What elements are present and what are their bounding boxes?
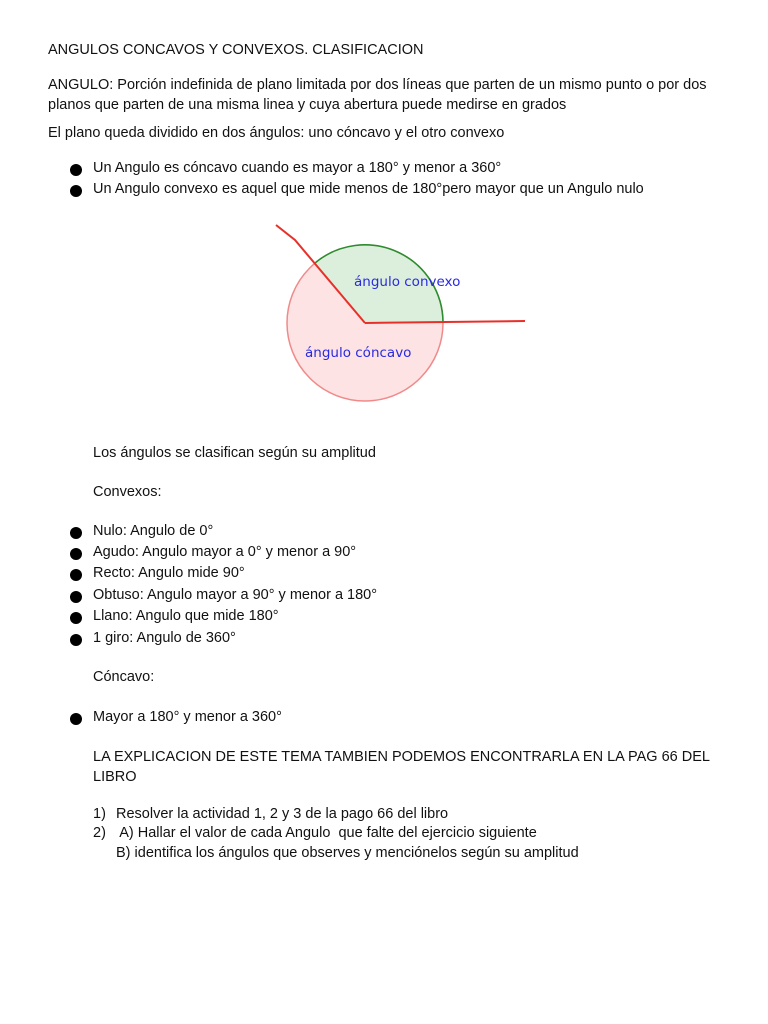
label-convex: ángulo convexo xyxy=(354,274,461,290)
task-item: 2) A) Hallar el valor de cada Angulo que falte del ejercicio siguiente xyxy=(93,825,537,841)
task-item: 1) Resolver la actividad 1, 2 y 3 de la pago 66 del libro xyxy=(93,806,449,822)
label-concave: ángulo cóncavo xyxy=(305,345,412,361)
task-continuation: B) identifica los ángulos que observes y menciónelos según su amplitud xyxy=(116,845,579,861)
bullet-dot-icon xyxy=(70,634,82,646)
bullet-dot-icon xyxy=(70,612,82,624)
bullet-dot-icon xyxy=(70,185,82,197)
bullet-dot-icon xyxy=(70,713,82,725)
angle-diagram xyxy=(260,215,540,415)
bullet-dot-icon xyxy=(70,591,82,603)
concave-heading: Cóncavo: xyxy=(93,669,155,685)
classify-intro: Los ángulos se clasifican según su amplitud xyxy=(93,445,376,461)
bullet-dot-icon xyxy=(70,569,82,581)
definition-paragraph: ANGULO: Porción indefinida de plano limitada por dos líneas que parten de un mismo punto o por dos planos que parten de una misma linea y cuya abertura puede medirse en grados xyxy=(48,77,707,113)
bullet-dot-icon xyxy=(70,164,82,176)
bullet-dot-icon xyxy=(70,548,82,560)
note-paragraph: LA EXPLICACION DE ESTE TEMA TAMBIEN PODEMOS ENCONTRARLA EN LA PAG 66 DEL LIBRO xyxy=(93,749,710,785)
bullet-dot-icon xyxy=(70,527,82,539)
convex-heading: Convexos: xyxy=(93,484,162,500)
division-paragraph: El plano queda dividido en dos ángulos: uno cóncavo y el otro convexo xyxy=(48,125,505,141)
page-title: ANGULOS CONCAVOS Y CONVEXOS. CLASIFICACION xyxy=(48,42,424,58)
